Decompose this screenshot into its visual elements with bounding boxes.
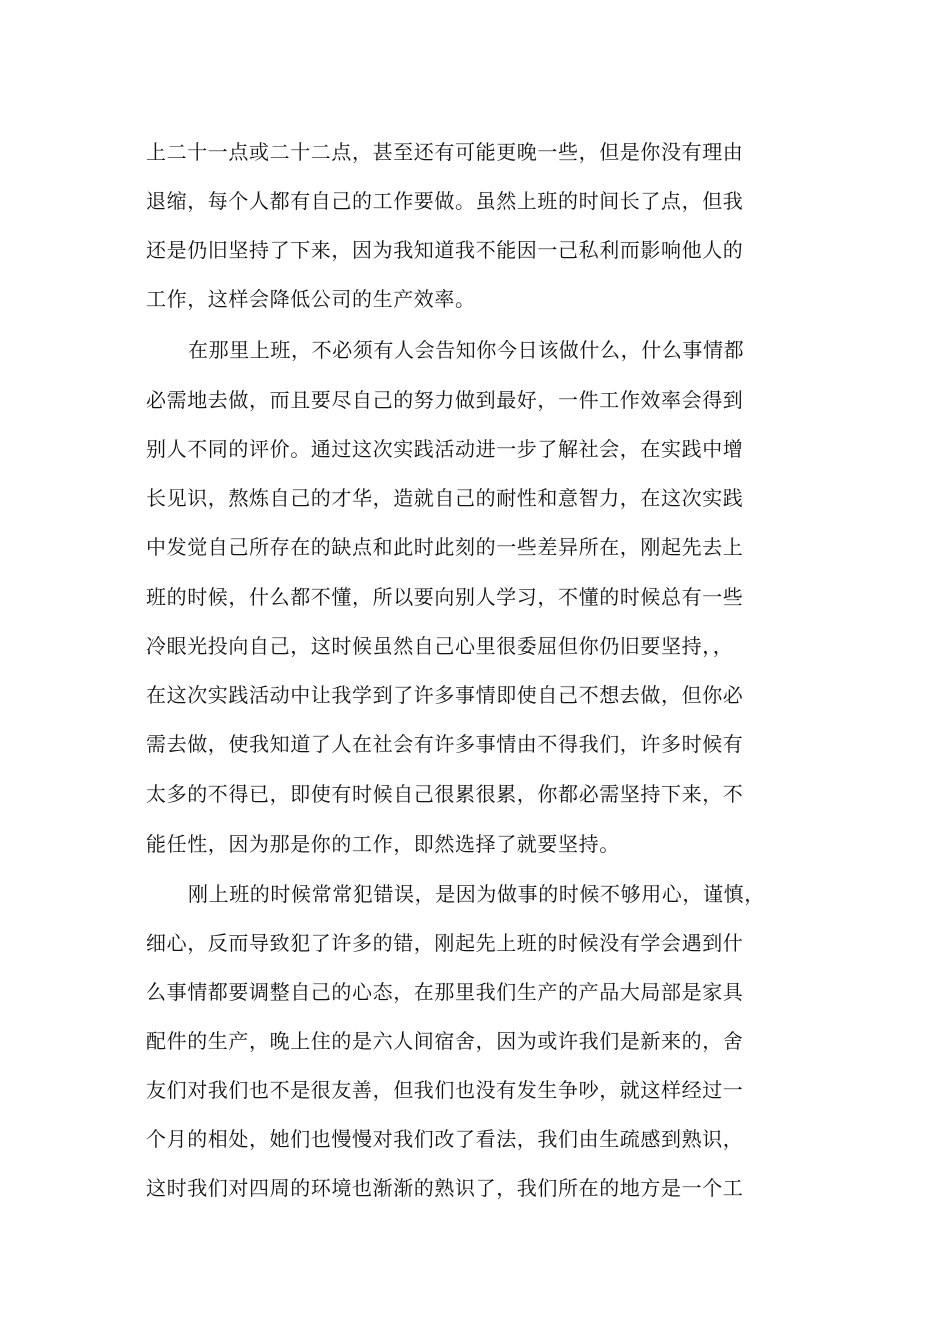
text-line: 中发觉自己所存在的缺点和此时此刻的一些差异所在，刚起先去上 <box>146 535 744 559</box>
text-line: 能任性，因为那是你的工作，即然选择了就要坚持。 <box>146 832 620 856</box>
paragraph-first-line: 在那里上班，不必须有人会告知你今日该做什么，什么事情都 <box>188 338 745 362</box>
text-line: 个月的相处，她们也慢慢对我们改了看法，我们由生疏感到熟识， <box>146 1127 744 1151</box>
text-line: 友们对我们也不是很友善，但我们也没有发生争吵，就这样经过一 <box>146 1078 744 1102</box>
text-line: 太多的不得已，即使有时候自己很累很累，你都必需坚持下来，不 <box>146 782 744 806</box>
text-line: 细心，反而导致犯了许多的错，刚起先上班的时候没有学会遇到什 <box>146 931 744 955</box>
text-line: 上二十一点或二十二点，甚至还有可能更晚一些，但是你没有理由 <box>146 140 744 164</box>
text-line: 工作，这样会降低公司的生产效率。 <box>146 287 476 311</box>
text-line: 还是仍旧坚持了下来，因为我知道我不能因一己私利而影响他人的 <box>146 238 744 262</box>
text-line: 别人不同的评价。通过这次实践活动进一步了解社会，在实践中增 <box>146 437 744 461</box>
text-line: 必需地去做，而且要尽自己的努力做到最好，一件工作效率会得到 <box>146 388 744 412</box>
text-line: 班的时候，什么都不懂，所以要向别人学习，不懂的时候总有一些 <box>146 585 744 609</box>
text-line: 长见识，熬炼自己的才华，造就自己的耐性和意智力，在这次实践 <box>146 486 744 510</box>
text-line: 么事情都要调整自己的心态，在那里我们生产的产品大局部是家具 <box>146 980 744 1004</box>
text-line: 这时我们对四周的环境也渐渐的熟识了，我们所在的地方是一个工 <box>146 1176 744 1200</box>
text-line: 需去做，使我知道了人在社会有许多事情由不得我们，许多时候有 <box>146 732 744 756</box>
text-line: 退缩，每个人都有自己的工作要做。虽然上班的时间长了点，但我 <box>146 189 744 213</box>
text-line: 冷眼光投向自己，这时候虽然自己心里很委屈但你仍旧要坚持，， <box>146 634 734 658</box>
text-line: 在这次实践活动中让我学到了许多事情即使自己不想去做，但你必 <box>146 683 744 707</box>
text-line: 配件的生产，晚上住的是六人间宿舍，因为或许我们是新来的，舍 <box>146 1029 744 1053</box>
paragraph-first-line: 刚上班的时候常常犯错误，是因为做事的时候不够用心，谨慎， <box>188 882 765 906</box>
